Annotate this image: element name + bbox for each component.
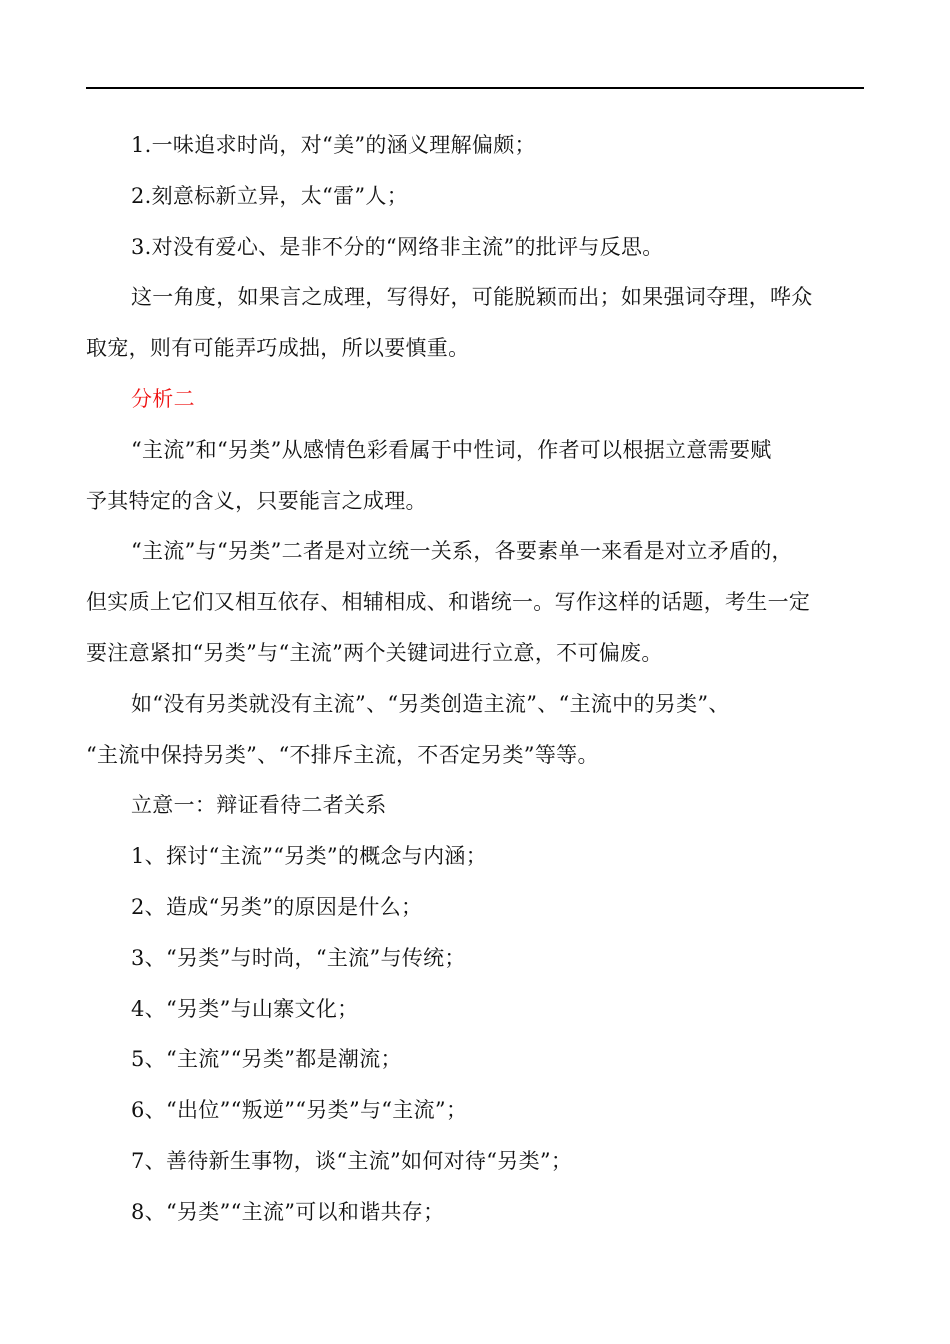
list-item: 4、“另类”与山寨文化；: [131, 996, 359, 1021]
header-rule: [86, 87, 864, 89]
point-3: 3.对没有爱心、是非不分的“网络非主流”的批评与反思。: [131, 234, 664, 259]
paragraph-neutral-line-1: “主流”和“另类”从感情色彩看属于中性词，作者可以根据立意需要赋: [131, 437, 772, 462]
paragraph-angle-line-1: 这一角度，如果言之成理，写得好，可能脱颖而出；如果强词夺理，哗众: [131, 285, 813, 310]
paragraph-examples-line-2: “主流中保持另类”、“不排斥主流，不否定另类”等等。: [86, 742, 599, 767]
list-item: 5、“主流”“另类”都是潮流；: [131, 1047, 402, 1072]
list-item: 3、“另类”与时尚，“主流”与传统；: [131, 945, 466, 970]
list-item: 8、“另类”“主流”可以和谐共存；: [131, 1199, 445, 1224]
paragraph-examples-line-1: 如“没有另类就没有主流”、“另类创造主流”、“主流中的另类”、: [131, 691, 730, 716]
paragraph-unity-line-3: 要注意紧扣“另类”与“主流”两个关键词进行立意，不可偏废。: [86, 640, 663, 665]
paragraph-neutral-line-2: 予其特定的含义，只要能言之成理。: [86, 488, 427, 513]
paragraph-unity-line-2: 但实质上它们又相互依存、相辅相成、和谐统一。写作这样的话题，考生一定: [86, 590, 811, 615]
point-2: 2.刻意标新立异，太“雷”人；: [131, 183, 409, 208]
list-item: 6、“出位”“叛逆”“另类”与“主流”；: [131, 1098, 468, 1123]
list-item: 7、善待新生事物，谈“主流”如何对待“另类”；: [131, 1148, 573, 1173]
document-body: [86, 120, 864, 1238]
section-heading-analysis-2: 分析二: [131, 386, 195, 411]
paragraph-angle-line-2: 取宠，则有可能弄巧成拙，所以要慎重。: [86, 336, 470, 361]
list-item: 2、造成“另类”的原因是什么；: [131, 894, 423, 919]
list-item: 1、探讨“主流”“另类”的概念与内涵；: [131, 844, 488, 869]
subheading-idea-1: 立意一：辩证看待二者关系: [131, 793, 387, 818]
point-1: 1.一味追求时尚，对“美”的涵义理解偏颇；: [131, 133, 536, 157]
paragraph-unity-line-1: “主流”与“另类”二者是对立统一关系，各要素单一来看是对立矛盾的，: [131, 539, 793, 564]
